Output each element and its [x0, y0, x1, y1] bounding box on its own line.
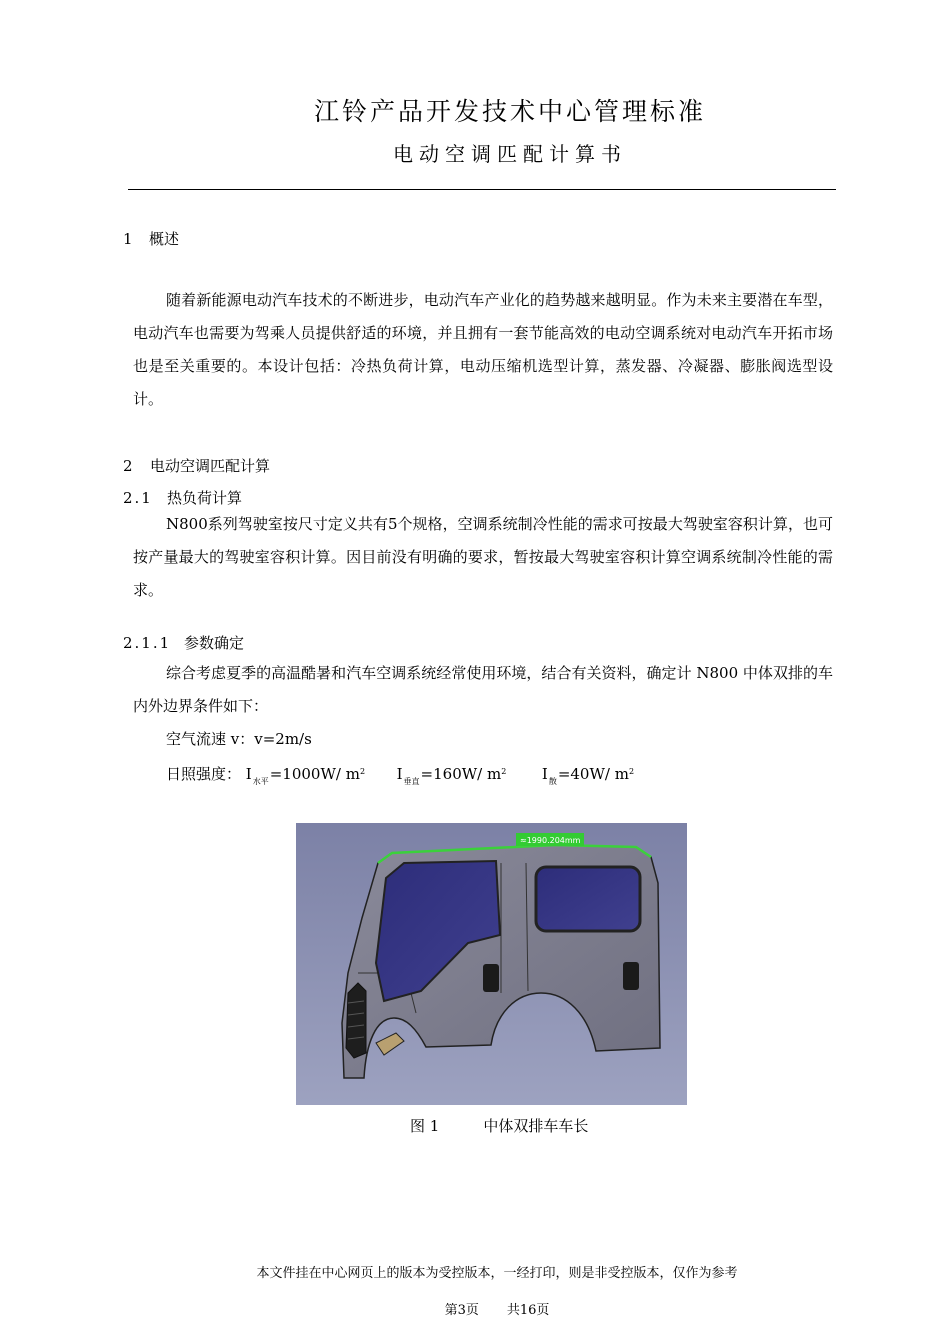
section-2-title: 电动空调匹配计算 — [150, 457, 271, 475]
solar-label: 日照强度： — [166, 765, 242, 783]
solar-horizontal: $I_{水平}=1000W/$ $m^2$ — [245, 765, 366, 786]
section-2-1-heading — [123, 487, 242, 508]
document-subtitle: 电动空调匹配计算书 — [393, 142, 627, 166]
section-2-1-paragraph: N800系列驾驶室按尺寸定义共有5个规格，空调系统制冷性能的需求可按最大驾驶室容积计算，也可按产量最大的驾驶室容积计算。因目前没有明确的要求，暂按最大驾驶室容积计算空调系统制冷性能的需求。 — [133, 515, 833, 599]
figure-number: 图 1 — [410, 1117, 440, 1135]
current-page: 第3页 — [444, 1303, 479, 1318]
section-2-1-1-title: 参数确定 — [184, 634, 245, 652]
section-1-paragraph: 随着新能源电动汽车技术的不断进步，电动汽车产业化的趋势越来越明显。作为未来主要潜在车型，电动汽车也需要为驾乘人员提供舒适的环境，并且拥有一套节能高效的电动空调系统对电动汽车开拓市场也是至关重要的。本设计包括：冷热负荷计算，电动压缩机选型计算，蒸发器、冷凝器、膨胀阀选型设计。 — [133, 291, 833, 408]
page-number — [0, 1299, 950, 1318]
section-2-1-1-heading — [123, 632, 244, 653]
figure-cab-render — [296, 823, 687, 1105]
header-divider — [128, 189, 836, 190]
section-2-heading — [123, 455, 270, 476]
cab-illustration — [296, 823, 687, 1105]
footer-notice: 本文件挂在中心网页上的版本为受控版本，一经打印，则是非受控版本，仅作为参考 — [256, 1266, 738, 1281]
section-2-number: 2 — [123, 457, 133, 475]
section-2-1-title: 热负荷计算 — [167, 489, 243, 507]
solar-vertical: $I_{垂直}=160W/$ $m^2$ — [396, 765, 507, 786]
section-1-heading — [123, 228, 179, 249]
section-2-1-1-number: 2.1.1 — [123, 634, 172, 652]
measurement-label: ≈1990.204mm — [520, 836, 581, 845]
section-2-1-number: 2.1 — [123, 489, 153, 507]
air-speed-line: 空气流速 v：v=2m/s — [166, 730, 312, 748]
section-1-title: 概述 — [149, 230, 180, 248]
section-1-number: 1 — [123, 230, 133, 248]
figure-title: 中体双排车车长 — [483, 1117, 589, 1135]
section-2-1-1-paragraph: 综合考虑夏季的高温酷暑和汽车空调系统经常使用环境，结合有关资料，确定计 N800 中体双排的车内外边界条件如下： — [133, 664, 833, 715]
total-pages: 共16页 — [506, 1303, 550, 1318]
solar-intensity-line — [166, 755, 634, 798]
figure-caption — [410, 1115, 588, 1136]
solar-diffuse: $I_散=40W/$ $m^2$ — [541, 765, 635, 786]
document-title: 江铃产品开发技术中心管理标准 — [313, 97, 706, 126]
